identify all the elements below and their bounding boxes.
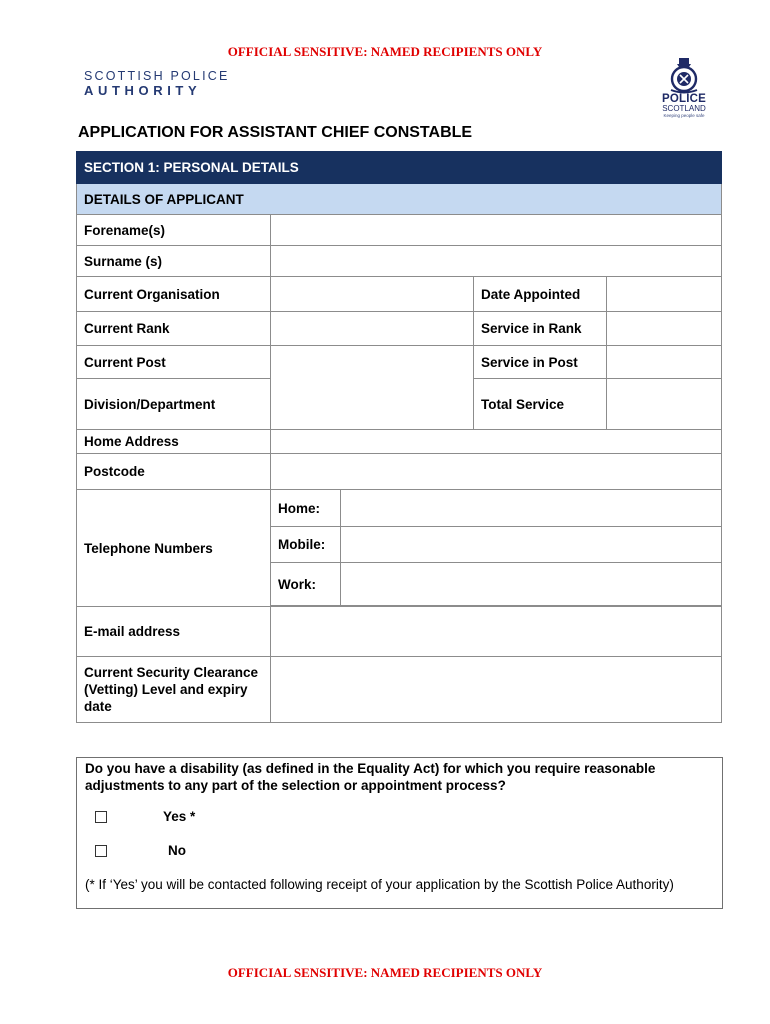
section-heading: SECTION 1: PERSONAL DETAILS [77, 152, 722, 184]
scottish-police-authority-logo [84, 69, 230, 98]
mobile-phone-label: Mobile: [271, 527, 341, 563]
current-post-field[interactable] [271, 346, 474, 430]
forenames-field[interactable] [271, 215, 722, 246]
current-rank-label: Current Rank [77, 312, 271, 346]
police-scotland-logo-line2: SCOTLAND [662, 104, 706, 113]
email-label: E-mail address [77, 607, 271, 657]
current-organisation-field[interactable] [271, 277, 474, 312]
yes-checkbox[interactable] [95, 811, 107, 823]
security-clearance-field[interactable] [271, 657, 722, 723]
section-subheading: DETAILS OF APPLICANT [77, 184, 722, 215]
current-rank-field[interactable] [271, 312, 474, 346]
classification-banner-bottom: OFFICIAL SENSITIVE: NAMED RECIPIENTS ONLY [227, 965, 543, 980]
work-phone-label: Work: [271, 563, 341, 606]
personal-details-table [76, 151, 722, 723]
surname-label: Surname (s) [77, 246, 271, 277]
page-title: APPLICATION FOR ASSISTANT CHIEF CONSTABLE [78, 124, 473, 141]
forenames-label: Forename(s) [77, 215, 271, 246]
service-in-rank-label: Service in Rank [474, 312, 607, 346]
total-service-field[interactable] [607, 379, 722, 430]
police-crest-icon [667, 58, 701, 94]
home-phone-field[interactable] [341, 490, 722, 527]
division-department-label: Division/Department [77, 379, 271, 430]
yes-option-label: Yes * [163, 809, 196, 824]
home-address-field[interactable] [271, 430, 722, 454]
no-checkbox[interactable] [95, 845, 107, 857]
spa-logo-line2: AUTHORITY [84, 83, 202, 98]
service-in-post-label: Service in Post [474, 346, 607, 379]
date-appointed-field[interactable] [607, 277, 722, 312]
email-field[interactable] [271, 607, 722, 657]
disability-question-box [76, 757, 723, 909]
mobile-phone-field[interactable] [341, 527, 722, 563]
service-in-post-field[interactable] [607, 346, 722, 379]
total-service-label: Total Service [474, 379, 607, 430]
current-organisation-label: Current Organisation [77, 277, 271, 312]
service-in-rank-field[interactable] [607, 312, 722, 346]
postcode-label: Postcode [77, 454, 271, 490]
police-scotland-logo [652, 58, 716, 124]
police-scotland-logo-line1: POLICE [661, 93, 706, 105]
current-post-label: Current Post [77, 346, 271, 379]
surname-field[interactable] [271, 246, 722, 277]
telephone-numbers-label: Telephone Numbers [77, 490, 271, 607]
home-address-label: Home Address [77, 430, 271, 454]
classification-banner-top: OFFICIAL SENSITIVE: NAMED RECIPIENTS ONLY [227, 44, 543, 59]
no-option-label: No [168, 843, 186, 858]
police-scotland-logo-motto: Keeping people safe [663, 113, 705, 118]
disability-note: (* If ‘Yes’ you will be contacted following receipt of your application by the Scottish Police Authority) [85, 877, 674, 892]
date-appointed-label: Date Appointed [474, 277, 607, 312]
home-phone-label: Home: [271, 490, 341, 527]
postcode-field[interactable] [271, 454, 722, 490]
security-clearance-label: Current Security Clearance (Vetting) Level and expiry date [77, 657, 271, 723]
work-phone-field[interactable] [341, 563, 722, 606]
spa-logo-line1: SCOTTISH POLICE [84, 69, 230, 83]
disability-question: Do you have a disability (as defined in the Equality Act) for which you require reasonable adjustments to any part of the selection or appointment process? [85, 761, 656, 793]
